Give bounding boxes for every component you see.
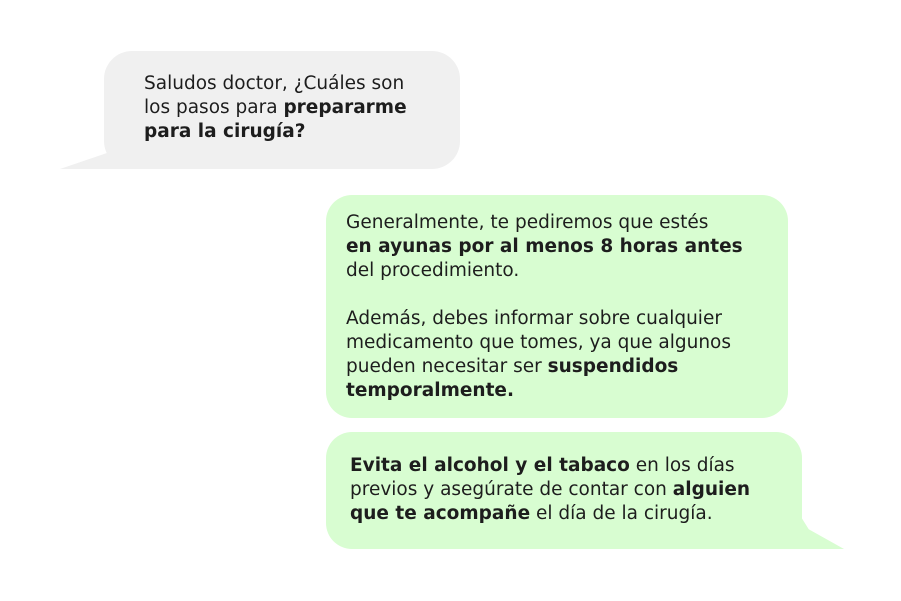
- text-line: Saludos doctor, ¿Cuáles son: [144, 73, 405, 94]
- text-line: medicamento que tomes, ya que algunos: [346, 332, 732, 353]
- message-paragraph-medication: [346, 307, 770, 403]
- text-line: para la cirugía?: [144, 121, 306, 142]
- text-line: del procedimiento.: [346, 260, 520, 281]
- text-line: Generalmente, te pediremos que estés: [346, 212, 709, 233]
- text-line: temporalmente.: [346, 380, 514, 401]
- text-line: pueden necesitar ser suspendidos: [346, 356, 679, 377]
- message-text: [144, 72, 440, 144]
- text-line: Evita el alcohol y el tabaco en los días: [350, 455, 735, 476]
- text-line: los pasos para prepararme: [144, 97, 407, 118]
- message-bubble-patient: [104, 51, 460, 169]
- text-line: que te acompañe el día de la cirugía.: [350, 503, 713, 524]
- text-line: previos y asegúrate de contar con alguien: [350, 479, 751, 500]
- message-text: [350, 454, 788, 526]
- message-bubble-doctor-alcohol: [326, 432, 802, 549]
- text-line: en ayunas por al menos 8 horas antes: [346, 236, 743, 257]
- text-line: Además, debes informar sobre cualquier: [346, 308, 722, 329]
- message-paragraph-fasting: [346, 211, 770, 283]
- message-bubble-doctor-fasting: [326, 195, 788, 418]
